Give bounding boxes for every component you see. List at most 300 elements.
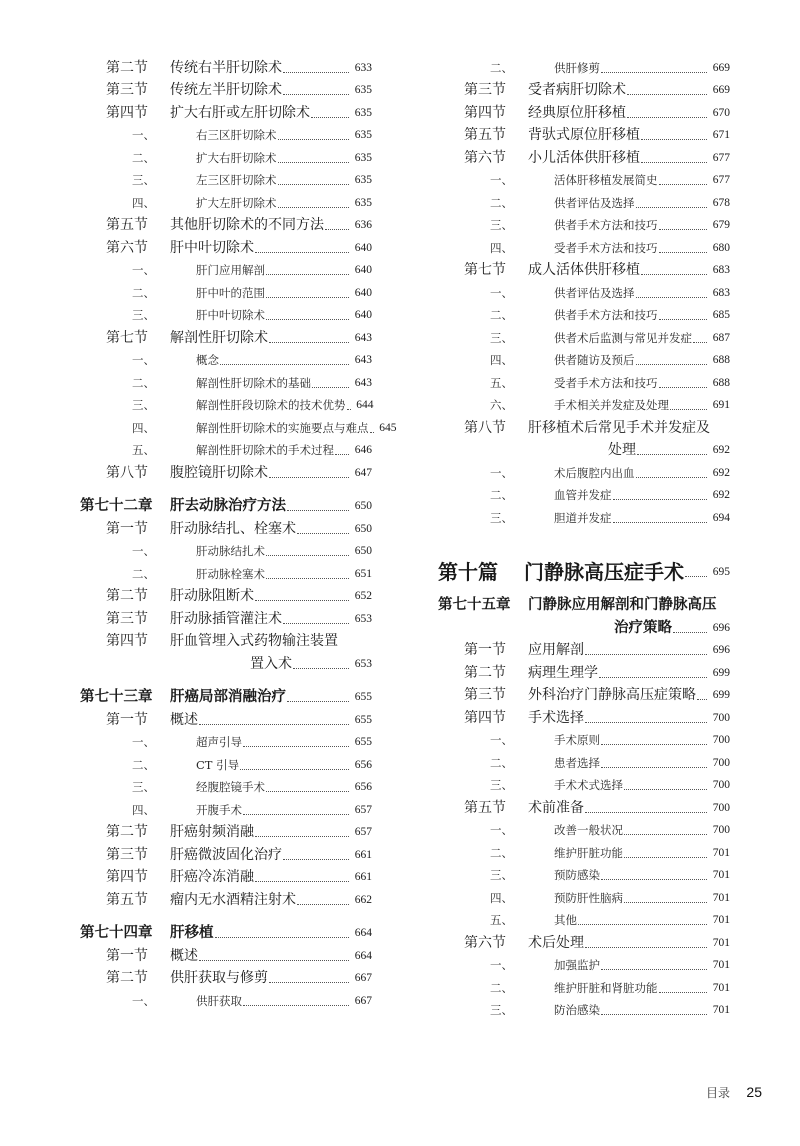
- toc-entry[interactable]: [438, 909, 730, 932]
- toc-entry[interactable]: [80, 585, 372, 608]
- dot-leader: [627, 117, 707, 118]
- toc-entry-number: 第一节: [106, 711, 148, 728]
- toc-entry-page: 650: [354, 500, 372, 512]
- toc-entry-number: 三、: [132, 398, 155, 412]
- footer-label: 目录: [705, 1086, 730, 1100]
- toc-entry-title: 预防肝性脑病: [554, 890, 623, 905]
- toc-entry-title: 肝动脉阻断术: [170, 588, 254, 604]
- toc-entry-page: 643: [354, 376, 372, 389]
- toc-entry[interactable]: [80, 708, 372, 731]
- toc-entry-title: 解剖性肝切除术的基础: [196, 375, 311, 390]
- toc-entry-number: 第七节: [106, 329, 148, 346]
- dot-leader: [585, 947, 707, 948]
- dot-leader: [283, 859, 349, 860]
- toc-entry-number: 二、: [132, 375, 155, 390]
- toc-entry[interactable]: [438, 555, 730, 583]
- dot-leader: [243, 746, 349, 747]
- toc-entry[interactable]: [438, 416, 730, 439]
- toc-entry[interactable]: [80, 630, 372, 653]
- toc-entry[interactable]: [438, 281, 730, 304]
- toc-entry-title: 概述: [170, 947, 198, 964]
- toc-entry-number: 四、: [132, 802, 155, 817]
- toc-entry-title: 处理: [608, 442, 636, 458]
- toc-entry-number: 第五节: [464, 127, 506, 143]
- dot-leader: [335, 454, 349, 455]
- dot-leader: [636, 297, 708, 298]
- toc-entry[interactable]: [438, 774, 730, 797]
- dot-leader: [693, 342, 707, 343]
- dot-leader: [624, 857, 707, 858]
- dot-leader: [287, 510, 349, 511]
- toc-entry-title: 维护肝脏功能: [554, 845, 623, 860]
- toc-entry[interactable]: [438, 886, 730, 909]
- toc-entry[interactable]: [80, 214, 372, 237]
- toc-entry[interactable]: [438, 931, 730, 954]
- dot-leader: [613, 499, 708, 500]
- dot-leader: [601, 744, 707, 745]
- toc-entry-title: 血管并发症: [554, 488, 612, 502]
- toc-entry[interactable]: [438, 594, 730, 617]
- dot-leader: [578, 924, 707, 925]
- toc-entry-page: 701: [712, 846, 730, 859]
- dot-leader: [312, 387, 349, 388]
- toc-entry-title: 肝移植术后常见手术并发症及: [528, 419, 710, 436]
- toc-entry[interactable]: [80, 562, 372, 585]
- toc-entry-number: 二、: [132, 285, 155, 300]
- toc-entry-title: 肝门应用解剖: [196, 263, 265, 277]
- toc-entry-page: 653: [354, 657, 372, 670]
- toc-entry-number: 一、: [132, 993, 155, 1008]
- dot-leader: [243, 1005, 349, 1006]
- toc-entry-title: 外科治疗门静脉高压症策略: [528, 687, 696, 703]
- toc-entry-number: 一、: [132, 353, 155, 367]
- toc-entry-number: 三、: [132, 308, 155, 322]
- toc-entry-title: 供者评估及选择: [554, 285, 635, 300]
- toc-entry-number: 一、: [132, 128, 155, 142]
- toc-entry-title: 传统左半肝切除术: [170, 82, 282, 98]
- toc-entry-page: 640: [354, 264, 372, 276]
- toc-entry-number: 二、: [490, 195, 513, 210]
- dot-leader: [199, 960, 349, 961]
- toc-entry[interactable]: [80, 124, 372, 147]
- toc-entry[interactable]: [438, 371, 730, 394]
- toc-entry-title: 手术原则: [554, 733, 600, 747]
- toc-entry-page: 700: [712, 824, 730, 836]
- dot-leader: [266, 791, 349, 792]
- toc-entry-page: 678: [712, 196, 730, 209]
- toc-entry-page: 692: [712, 489, 730, 501]
- toc-entry-page: 656: [354, 781, 372, 793]
- toc-entry[interactable]: [438, 439, 730, 462]
- toc-entry-page: 636: [354, 219, 372, 231]
- toc-entry-title: 受者手术方法和技巧: [554, 375, 658, 390]
- toc-entry-page: 635: [354, 106, 372, 119]
- toc-entry-title: 病理生理学: [528, 664, 598, 681]
- dot-leader: [297, 904, 349, 905]
- toc-entry-title: 成人活体供肝移植: [528, 262, 640, 278]
- toc-entry[interactable]: [438, 999, 730, 1022]
- toc-entry-page: 635: [354, 129, 372, 141]
- toc-entry-title: 防治感染: [554, 1003, 600, 1017]
- toc-entry-page: 701: [712, 869, 730, 881]
- toc-entry-title: 解剖性肝切除术: [170, 329, 268, 346]
- toc-entry[interactable]: [438, 616, 730, 639]
- dot-leader: [601, 1014, 707, 1015]
- dot-leader: [266, 555, 349, 556]
- dot-leader: [266, 319, 349, 320]
- toc-entry-page: 688: [712, 354, 730, 366]
- toc-entry[interactable]: [80, 888, 372, 911]
- dot-leader: [599, 677, 707, 678]
- toc-entry-title: 肝癌微波固化治疗: [170, 846, 282, 863]
- toc-entry-page: 669: [712, 61, 730, 74]
- dot-leader: [370, 432, 374, 433]
- dot-leader: [627, 94, 707, 95]
- toc-entry-title: 传统右半肝切除术: [170, 59, 282, 76]
- toc-entry[interactable]: [438, 79, 730, 102]
- toc-entry[interactable]: [80, 439, 372, 462]
- dot-leader: [641, 274, 707, 275]
- toc-entry-page: 640: [354, 241, 372, 254]
- dot-leader: [585, 812, 707, 813]
- toc-entry-number: 第四节: [464, 104, 506, 121]
- toc-entry-title: 供肝获取: [196, 993, 242, 1008]
- toc-entry[interactable]: [80, 843, 372, 866]
- dot-leader: [266, 274, 349, 275]
- toc-entry[interactable]: [438, 841, 730, 864]
- toc-entry[interactable]: [438, 191, 730, 214]
- dot-leader: [283, 94, 349, 95]
- toc-entry-title: 扩大左肝切除术: [196, 195, 277, 210]
- toc-entry[interactable]: [80, 304, 372, 327]
- toc-entry[interactable]: [438, 976, 730, 999]
- toc-entry[interactable]: [438, 864, 730, 887]
- toc-entry[interactable]: [438, 169, 730, 192]
- toc-entry-number: 第三节: [106, 846, 148, 863]
- toc-entry[interactable]: [80, 191, 372, 214]
- dot-leader: [220, 364, 349, 365]
- toc-entry[interactable]: [80, 281, 372, 304]
- toc-entry[interactable]: [438, 101, 730, 124]
- toc-entry-title: 肝中叶的范围: [196, 285, 265, 300]
- toc-entry-title: 供者手术方法和技巧: [554, 308, 658, 322]
- toc-entry-number: 四、: [132, 420, 155, 435]
- toc-entry-number: 第六节: [464, 934, 506, 951]
- dot-leader: [278, 184, 350, 185]
- toc-entry-page: 700: [712, 734, 730, 746]
- toc-entry-number: 第四节: [106, 633, 148, 649]
- toc-entry[interactable]: [80, 776, 372, 799]
- toc-entry-number: 第二节: [106, 59, 148, 76]
- toc-entry[interactable]: [438, 146, 730, 169]
- toc-entry[interactable]: [438, 394, 730, 417]
- toc-entry-page: 671: [712, 129, 730, 141]
- toc-entry-number: 一、: [132, 735, 155, 749]
- toc-entry[interactable]: [438, 326, 730, 349]
- toc-entry[interactable]: [80, 944, 372, 967]
- toc-entry-title: 开腹手术: [196, 802, 242, 817]
- toc-entry-page: 650: [354, 522, 372, 535]
- toc-entry-number: 第二节: [106, 970, 148, 986]
- toc-entry[interactable]: [80, 989, 372, 1012]
- toc-entry-title: 供肝修剪: [554, 60, 600, 75]
- toc-entry-title: 小儿活体供肝移植: [528, 149, 640, 166]
- toc-entry-title: 其他肝切除术的不同方法: [170, 217, 324, 233]
- dot-leader: [636, 477, 708, 478]
- toc-entry[interactable]: [438, 954, 730, 977]
- toc-entry-page: 661: [354, 871, 372, 883]
- toc-entry-page: 701: [712, 891, 730, 904]
- toc-entry-number: 第五节: [106, 217, 148, 233]
- dot-leader: [199, 724, 349, 725]
- toc-entry[interactable]: [80, 540, 372, 563]
- toc-entry[interactable]: [438, 304, 730, 327]
- toc-entry-number: 第八节: [464, 419, 506, 436]
- toc-entry-page: 699: [712, 689, 730, 701]
- toc-entry-title: 肝癌射频消融: [170, 824, 254, 840]
- toc-entry-page: 651: [354, 567, 372, 580]
- toc-entry-title: 概念: [196, 353, 219, 367]
- toc-entry[interactable]: [438, 124, 730, 147]
- toc-entry[interactable]: [80, 753, 372, 776]
- toc-entry[interactable]: [438, 684, 730, 707]
- toc-entry[interactable]: [80, 866, 372, 889]
- dot-leader: [278, 207, 350, 208]
- toc-entry-page: 669: [712, 84, 730, 96]
- toc-entry[interactable]: [438, 506, 730, 529]
- dot-leader: [585, 654, 707, 655]
- toc-entry-number: 一、: [490, 823, 513, 837]
- dot-leader: [659, 252, 708, 253]
- toc-entry-title: 扩大右肝切除术: [196, 150, 277, 165]
- toc-entry-title: 术后处理: [528, 934, 584, 951]
- toc-entry-page: 696: [712, 644, 730, 656]
- toc-entry-title: 受者手术方法和技巧: [554, 240, 658, 255]
- toc-entry[interactable]: [438, 259, 730, 282]
- toc-entry-title: 供者随访及预后: [554, 353, 635, 367]
- dot-leader: [659, 184, 708, 185]
- toc-entry-number: 三、: [490, 218, 513, 232]
- dot-leader: [287, 701, 349, 702]
- toc-entry-page: 644: [356, 399, 374, 411]
- toc-entry-title: 右三区肝切除术: [196, 128, 277, 142]
- toc-entry[interactable]: [438, 661, 730, 684]
- toc-entry-title: 术前准备: [528, 799, 584, 816]
- toc-entry-page: 687: [712, 331, 730, 344]
- toc-entry-page: 655: [354, 691, 372, 703]
- toc-entry-number: 第七十二章: [80, 497, 153, 514]
- toc-entry[interactable]: [438, 349, 730, 372]
- toc-entry-number: 一、: [132, 263, 155, 277]
- dot-leader: [585, 722, 707, 723]
- toc-entry-page: 645: [379, 421, 397, 434]
- toc-entry-title: 供者术后监测与常见并发症: [554, 330, 692, 345]
- toc-entry-page: 667: [354, 994, 372, 1007]
- toc-entry-page: 635: [354, 151, 372, 164]
- dot-leader: [283, 72, 349, 73]
- toc-entry[interactable]: [438, 751, 730, 774]
- toc-entry-number: 第八节: [106, 464, 148, 481]
- toc-entry[interactable]: [80, 821, 372, 844]
- toc-entry[interactable]: [438, 796, 730, 819]
- toc-entry-number: 第六节: [464, 149, 506, 166]
- toc-entry-number: 五、: [490, 375, 513, 390]
- toc-entry[interactable]: [80, 79, 372, 102]
- toc-entry[interactable]: [80, 652, 372, 675]
- toc-entry-number: 二、: [490, 308, 513, 322]
- toc-entry-title: 经腹腔镜手术: [196, 780, 265, 794]
- toc-entry-number: 三、: [490, 510, 513, 525]
- toc-entry-number: 二、: [490, 488, 513, 502]
- toc-entry-title: 供者评估及选择: [554, 195, 635, 210]
- toc-entry-number: 三、: [132, 780, 155, 794]
- toc-entry-number: 四、: [490, 353, 513, 367]
- dot-leader: [269, 982, 349, 983]
- toc-entry-title: 置入术: [250, 655, 292, 672]
- toc-entry-number: 一、: [490, 465, 513, 480]
- toc-entry[interactable]: [80, 371, 372, 394]
- toc-entry-page: 647: [354, 466, 372, 479]
- toc-entry-number: 五、: [490, 913, 513, 927]
- toc-entry-page: 670: [712, 106, 730, 119]
- toc-entry[interactable]: [438, 484, 730, 507]
- toc-entry-title: 肝去动脉治疗方法: [170, 497, 286, 514]
- toc-entry-page: 701: [712, 959, 730, 971]
- dot-leader: [673, 632, 707, 633]
- toc-entry-title: CT 引导: [196, 757, 240, 772]
- toc-entry-page: 692: [712, 444, 730, 456]
- toc-entry-page: 656: [354, 758, 372, 771]
- toc-entry[interactable]: [80, 607, 372, 630]
- toc-entry[interactable]: [80, 517, 372, 540]
- toc-entry-page: 695: [712, 565, 730, 578]
- toc-entry-title: 术后腹腔内出血: [554, 465, 635, 480]
- toc-entry-title: 肝癌冷冻消融: [170, 869, 254, 885]
- toc-entry-number: 一、: [490, 173, 513, 187]
- toc-entry[interactable]: [80, 461, 372, 484]
- toc-entry-number: 五、: [132, 443, 155, 457]
- toc-entry[interactable]: [80, 798, 372, 821]
- toc-entry-title: 解剖性肝切除术的实施要点与难点: [196, 420, 369, 435]
- toc-entry-page: 635: [354, 196, 372, 209]
- toc-entry-title: 其他: [554, 913, 577, 927]
- toc-entry[interactable]: [80, 56, 372, 79]
- toc-entry[interactable]: [80, 146, 372, 169]
- toc-entry-number: 第十篇: [438, 559, 498, 584]
- toc-entry[interactable]: [80, 259, 372, 282]
- toc-entry-title: 应用解剖: [528, 642, 584, 658]
- toc-entry-number: 三、: [490, 778, 513, 792]
- toc-entry-number: 第六节: [106, 239, 148, 256]
- toc-entry-page: 680: [712, 241, 730, 254]
- toc-entry-page: 661: [354, 848, 372, 861]
- dot-leader: [641, 139, 707, 140]
- toc-entry-title: 门静脉应用解剖和门静脉高压: [528, 596, 717, 613]
- toc-entry-page: 652: [354, 590, 372, 602]
- toc-entry-number: 第七十五章: [438, 596, 511, 613]
- toc-entry-title: 肝动脉栓塞术: [196, 566, 265, 581]
- toc-entry[interactable]: [438, 236, 730, 259]
- toc-entry-page: 694: [712, 511, 730, 524]
- toc-entry-title: 供者手术方法和技巧: [554, 218, 658, 232]
- toc-entry-page: 664: [354, 949, 372, 962]
- toc-entry[interactable]: [438, 56, 730, 79]
- toc-entry-page: 655: [354, 736, 372, 748]
- dot-leader: [269, 342, 349, 343]
- toc-entry-number: 第三节: [106, 610, 148, 627]
- toc-entry[interactable]: [80, 686, 372, 709]
- toc-right-column: [438, 56, 730, 1021]
- toc-entry[interactable]: [80, 349, 372, 372]
- toc-entry[interactable]: [80, 967, 372, 990]
- dot-leader: [601, 969, 707, 970]
- dot-leader: [255, 600, 349, 601]
- dot-leader: [278, 162, 350, 163]
- toc-entry-title: 肝移植: [170, 924, 214, 941]
- toc-entry-number: 二、: [132, 566, 155, 581]
- toc-entry-page: 653: [354, 612, 372, 625]
- toc-entry[interactable]: [438, 461, 730, 484]
- dot-leader: [293, 668, 349, 669]
- toc-entry[interactable]: [80, 101, 372, 124]
- toc-entry-page: 696: [712, 621, 730, 634]
- dot-leader: [641, 162, 707, 163]
- toc-entry[interactable]: [438, 729, 730, 752]
- toc-entry[interactable]: [80, 416, 397, 439]
- toc-entry-title: 手术相关并发症及处理: [554, 398, 669, 412]
- dot-leader: [255, 881, 349, 882]
- toc-entry[interactable]: [80, 394, 372, 417]
- dot-leader: [311, 117, 349, 118]
- toc-entry-page: 655: [354, 713, 372, 726]
- toc-entry-number: 第二节: [106, 824, 148, 840]
- toc-entry[interactable]: [438, 706, 730, 729]
- toc-entry[interactable]: [80, 922, 372, 945]
- toc-entry-title: 解剖性肝切除术的手术过程: [196, 443, 334, 457]
- toc-entry-page: 640: [354, 309, 372, 321]
- dot-leader: [636, 207, 708, 208]
- toc-entry-number: 一、: [490, 733, 513, 747]
- toc-entry-number: 第四节: [106, 869, 148, 885]
- toc-entry-title: 预防感染: [554, 868, 600, 882]
- dot-leader: [613, 522, 708, 523]
- dot-leader: [659, 319, 708, 320]
- dot-leader: [624, 902, 707, 903]
- toc-entry-page: 635: [354, 84, 372, 96]
- toc-entry[interactable]: [80, 495, 372, 518]
- toc-entry[interactable]: [438, 639, 730, 662]
- toc-entry-title: 手术选择: [528, 709, 584, 726]
- toc-entry[interactable]: [80, 236, 372, 259]
- dot-leader: [297, 533, 349, 534]
- dot-leader: [659, 387, 708, 388]
- toc-entry-number: 三、: [490, 1003, 513, 1017]
- toc-entry-number: 第三节: [106, 82, 148, 98]
- toc-entry-number: 二、: [490, 845, 513, 860]
- toc-entry-title: 解剖性肝段切除术的技术优势: [196, 398, 346, 412]
- toc-entry-title: 超声引导: [196, 735, 242, 749]
- toc-entry-page: 662: [354, 893, 372, 906]
- toc-entry-title: 肝动脉插管灌注术: [170, 610, 282, 627]
- toc-entry[interactable]: [438, 214, 730, 237]
- dot-leader: [255, 836, 349, 837]
- toc-entry-page: 664: [354, 927, 372, 939]
- toc-entry[interactable]: [80, 731, 372, 754]
- toc-entry[interactable]: [438, 819, 730, 842]
- toc-entry-number: 第三节: [464, 687, 506, 703]
- toc-entry[interactable]: [80, 169, 372, 192]
- toc-entry[interactable]: [80, 326, 372, 349]
